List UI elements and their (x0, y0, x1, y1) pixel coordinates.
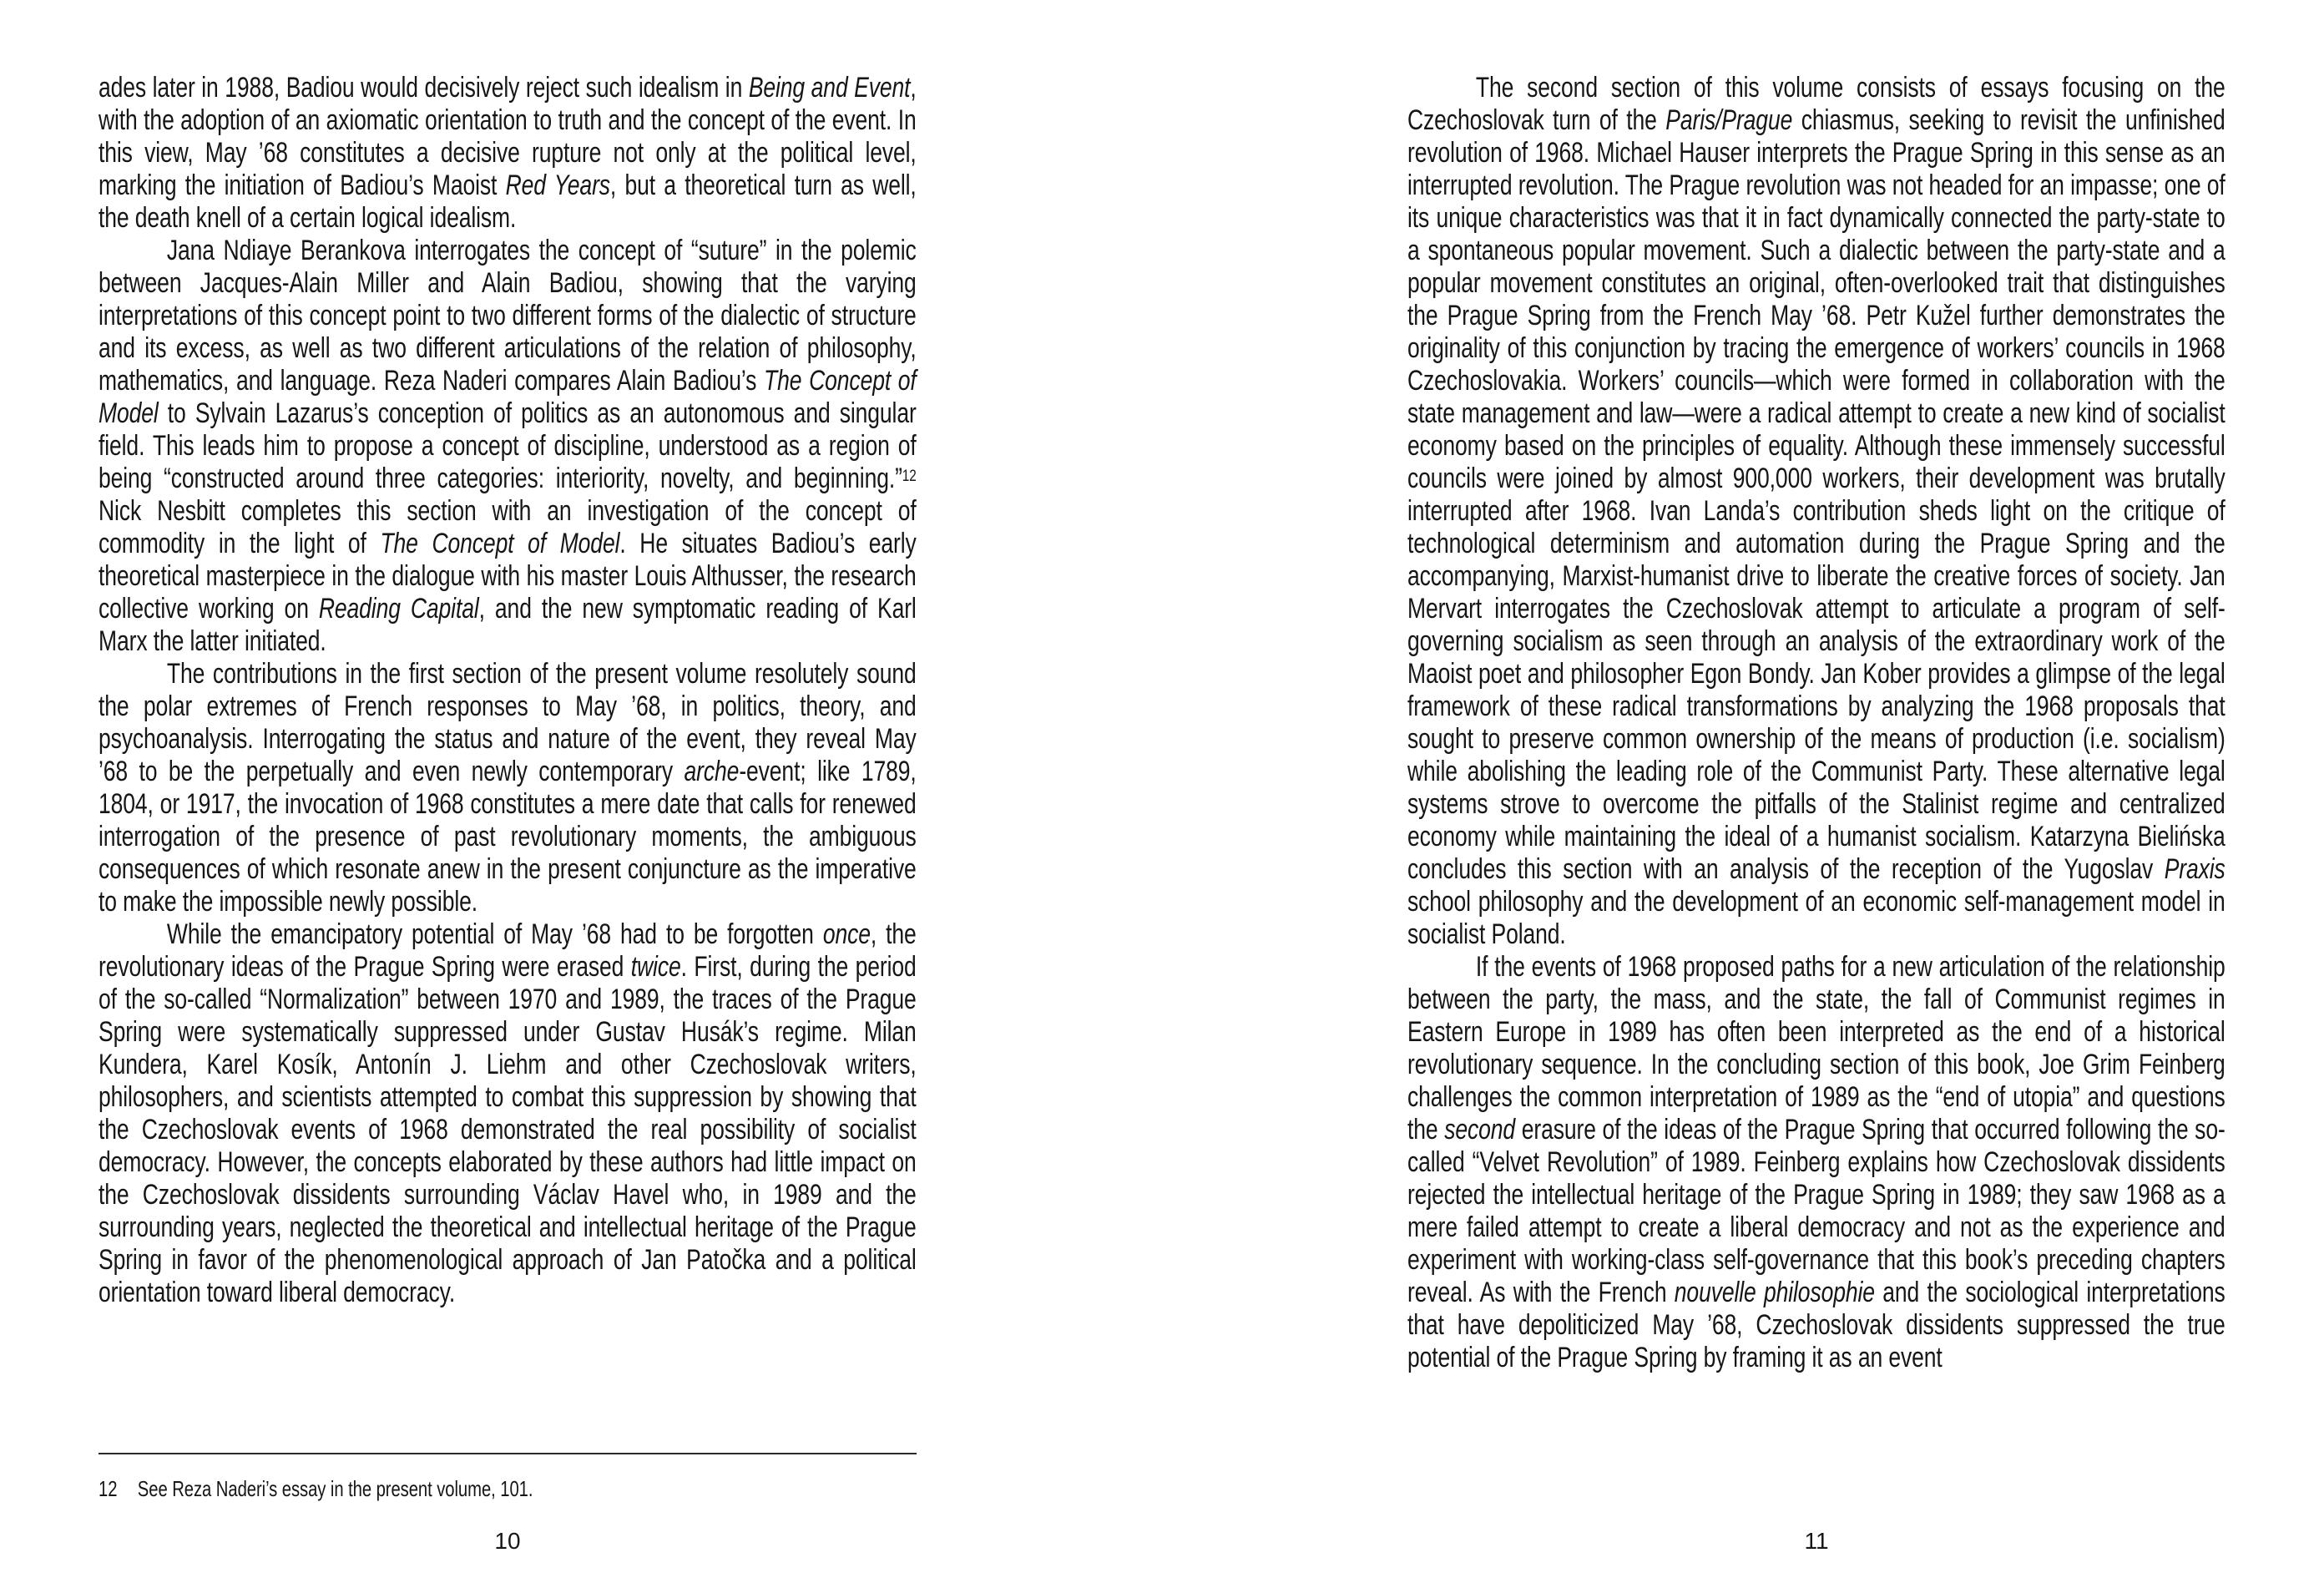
italic-text: Being and Event (748, 72, 911, 104)
body-text: , and the new symptomatic reading of Karl Marx the latter initiated. (99, 593, 917, 657)
body-text: , but a theoretical turn as well, the death knell of a certain logical idealism. (99, 169, 917, 234)
page-left-text-column (99, 72, 917, 1309)
page-number-left: 10 (494, 1528, 521, 1554)
body-text: Jana Ndiaye Berankova interrogates the concept of “suture” in the polemic between Jacques-Alain Miller and Alain Badiou, showing that the varying interpretations of this concept point to two different forms of the dialectic of structure and its excess, as well as two different articulations of the relation of philosophy, mathematics, and language. Reza Naderi compares Alain Badiou’s (99, 235, 917, 397)
italic-text: The Concept of Model (99, 365, 917, 429)
body-text: to Sylvain Lazarus’s conception of politics as an autonomous and singular field. This leads him to propose a concept of discipline, understood as a region of being “constructed around three categories: interiority, novelty, and beginning.” (99, 397, 917, 494)
footnote-marker: 12 (99, 1476, 118, 1501)
page-number-right: 11 (1804, 1528, 1829, 1554)
body-text: , with the adoption of an axiomatic orientation to truth and the concept of the event. In this view, May ’68 constitutes a decisive rupture not only at the political level, marking the initiation of Badiou’s Maoist (99, 72, 917, 201)
paragraph (99, 918, 917, 1309)
italic-text: once (822, 918, 871, 950)
body-text: The contributions in the first section of the present volume resolutely sound the polar extremes of French responses to May ’68, in politics, theory, and psychoanalysis. Interrogating the status and nature of the event, they reveal May ’68 to be the perpetually and even newly contemporary (99, 658, 917, 787)
body-text: and the sociological interpretations that have depoliticized May ’68, Czechoslovak dissidents suppressed the true potential of the Prague Spring by framing it as an event (1407, 1277, 2225, 1373)
body-text: school philosophy and the development of an economic self-management model in socialist Poland. (1407, 886, 2225, 950)
italic-text: Paris/Prague (1665, 104, 1793, 136)
paragraph (99, 72, 917, 235)
footnote-text: See Reza Naderi’s essay in the present volume, 101. (137, 1476, 533, 1501)
page-right-text-column (1407, 72, 2225, 1374)
body-text: chiasmus, seeking to revisit the unfinished revolution of 1968. Michael Hauser interprets the Prague Spring in this sense as an interrupted revolution. The Prague revolution was not headed for an impasse; one of its unique characteristics was that it in fact dynamically connected the party-state to a spontaneous popular movement. Such a dialectic between the party-state and a popular movement constitutes an original, often-overlooked trait that distinguishes the Prague Spring from the French May ’68. Petr Kužel further demonstrates the originality of this conjunction by tracing the emergence of workers’ councils in 1968 Czechoslovakia. Workers’ councils—which were formed in collaboration with the state management and law—were a radical attempt to create a new kind of socialist economy based on the principles of equality. Although these immensely successful councils were joined by almost 900,000 workers, their development was brutally interrupted after 1968. Ivan Landa’s contribution sheds light on the critique of technological determinism and automation during the Prague Spring and the accompanying, Marxist-humanist drive to liberate the creative forces of society. Jan Mervart interrogates the Czechoslovak attempt to articulate a program of self-governing socialism as seen through an analysis of the extraordinary work of the Maoist poet and philosopher Egon Bondy. Jan Kober provides a glimpse of the legal framework of these radical transformations by analyzing the 1968 proposals that sought to preserve common ownership of the means of production (i.e. socialism) while abolishing the leading role of the Communist Party. These alternative legal systems strove to overcome the pitfalls of the Stalinist regime and centralized economy while maintaining the ideal of a humanist socialism. Katarzyna Bielińska concludes this section with an analysis of the reception of the Yugoslav (1407, 104, 2225, 885)
body-text: . First, during the period of the so-called “Normalization” between 1970 and 1989, the traces of the Prague Spring were systematically suppressed under Gustav Husák’s regime. Milan Kundera, Karel Kosík, Antonín J. Liehm and other Czechoslovak writers, philosophers, and scientists attempted to combat this suppression by showing that the Czechoslovak events of 1968 demonstrated the real possibility of socialist democracy. However, the concepts elaborated by these authors had little impact on the Czechoslovak dissidents surrounding Václav Havel who, in 1989 and the surrounding years, neglected the theoretical and intellectual heritage of the Prague Spring in favor of the phenomenological approach of Jan Patočka and a political orientation toward liberal democracy. (99, 951, 917, 1308)
footnote (99, 1476, 917, 1502)
paragraph (99, 658, 917, 918)
italic-text: second (1444, 1114, 1516, 1146)
italic-text: The Concept of Model (380, 528, 620, 559)
body-text: , the revolutionary ideas of the Prague Spring were erased (99, 918, 917, 983)
italic-text: Praxis (2164, 853, 2225, 885)
italic-text: arche (684, 756, 740, 787)
italic-text: twice (630, 951, 681, 983)
body-text: Nick Nesbitt completes this section with an investigation of the concept of commodity in the light of (99, 495, 917, 559)
paragraph (1407, 951, 2225, 1374)
paragraph (99, 235, 917, 658)
body-text: -event; like 1789, 1804, or 1917, the invocation of 1968 constitutes a mere date that calls for renewed interrogation of the presence of past revolutionary moments, the ambiguous consequences of which resonate anew in the present conjuncture as the imperative to make the impossible newly possible. (99, 756, 917, 918)
footnote-rule (99, 1453, 917, 1454)
body-text: ades later in 1988, Badiou would decisively reject such idealism in (99, 72, 749, 104)
body-text: While the emancipatory potential of May ’68 had to be forgotten (166, 918, 823, 950)
body-text: erasure of the ideas of the Prague Spring that occurred following the so-called “Velvet Revolution” of 1989. Feinberg explains how Czechoslovak dissidents rejected the intellectual heritage of the Prague Spring in 1989; they saw 1968 as a mere failed attempt to create a liberal democracy and not as the experience and experiment with working-class self-governance that this book’s preceding chapters reveal. As with the French (1407, 1114, 2225, 1308)
page-right (1162, 0, 2324, 1583)
italic-text: nouvelle philosophie (1674, 1277, 1875, 1308)
body-text: The second section of this volume consists of essays focusing on the Czechoslovak turn of the (1407, 72, 2225, 136)
paragraph (1407, 72, 2225, 951)
italic-text: Red Years (505, 169, 610, 201)
body-text: . He situates Badiou’s early theoretical masterpiece in the dialogue with his master Louis Althusser, the research collective working on (99, 528, 917, 625)
footnote-area (99, 1453, 917, 1502)
footnote-reference: 12 (902, 466, 917, 485)
italic-text: Reading Capital (318, 593, 479, 625)
body-text: If the events of 1968 proposed paths for a new articulation of the relationship between the party, the mass, and the state, the fall of Communist regimes in Eastern Europe in 1989 has often been interpreted as the end of a historical revolutionary sequence. In the concluding section of this book, Joe Grim Feinberg challenges the common interpretation of 1989 as the “end of utopia” and questions the (1407, 951, 2225, 1146)
